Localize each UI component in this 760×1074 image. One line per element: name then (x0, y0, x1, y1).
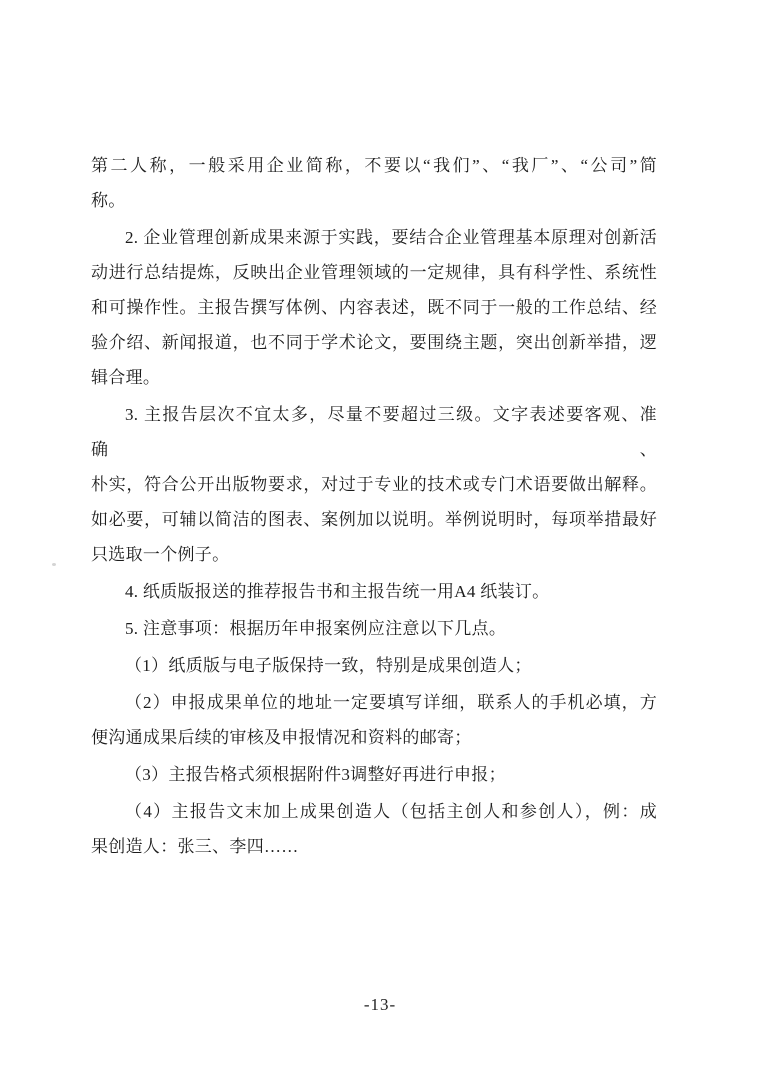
text-line: 第二人称，一般采用企业简称，不要以“我们”、“我厂”、“公司”简 (91, 156, 657, 175)
text-line: （2）申报成果单位的地址一定要填写详细，联系人的手机必填，方 (125, 693, 657, 712)
paragraph (91, 397, 657, 572)
paragraph (91, 148, 657, 218)
paragraph (91, 685, 657, 755)
text-line: （1）纸质版与电子版保持一致，特别是成果创造人； (125, 656, 532, 675)
text-line: 只选取一个例子。 (91, 545, 230, 564)
paragraph (91, 574, 657, 609)
text-line: 称。 (91, 191, 126, 210)
text-line: （3）主报告格式须根据附件3调整好再进行申报； (125, 765, 506, 784)
paragraph (91, 648, 657, 683)
scan-artifact (52, 563, 56, 566)
paragraph (91, 794, 657, 864)
text-line: 辑合理。 (91, 368, 161, 387)
paragraph (91, 220, 657, 395)
text-line: 朴实，符合公开出版物要求，对过于专业的技术或专门术语要做出解释。 (91, 475, 657, 494)
text-line: 2. 企业管理创新成果来源于实践，要结合企业管理基本原理对创新活 (125, 228, 657, 247)
text-line: 和可操作性。主报告撰写体例、内容表述，既不同于一般的工作总结、经 (91, 298, 657, 317)
text-line: 验介绍、新闻报道，也不同于学术论文，要围绕主题，突出创新举措，逻 (91, 333, 657, 352)
page-number: -13- (363, 995, 397, 1014)
text-line: 便沟通成果后续的审核及申报情况和资料的邮寄； (91, 728, 472, 747)
text-line: 5. 注意事项：根据历年申报案例应注意以下几点。 (125, 619, 507, 638)
paragraph (91, 757, 657, 792)
text-line: 果创造人：张三、李四…… (91, 837, 299, 856)
text-line: （4）主报告文末加上成果创造人（包括主创人和参创人），例：成 (125, 802, 657, 821)
text-line: 3. 主报告层次不宜太多，尽量不要超过三级。文字表述要客观、准确、 (91, 405, 657, 459)
text-line: 如必要，可辅以简洁的图表、案例加以说明。举例说明时，每项举措最好 (91, 510, 657, 529)
document-body (91, 148, 657, 866)
paragraph (91, 611, 657, 646)
text-line: 动进行总结提炼，反映出企业管理领域的一定规律，具有科学性、系统性 (91, 263, 657, 282)
text-line: 4. 纸质版报送的推荐报告书和主报告统一用A4 纸装订。 (125, 582, 550, 601)
